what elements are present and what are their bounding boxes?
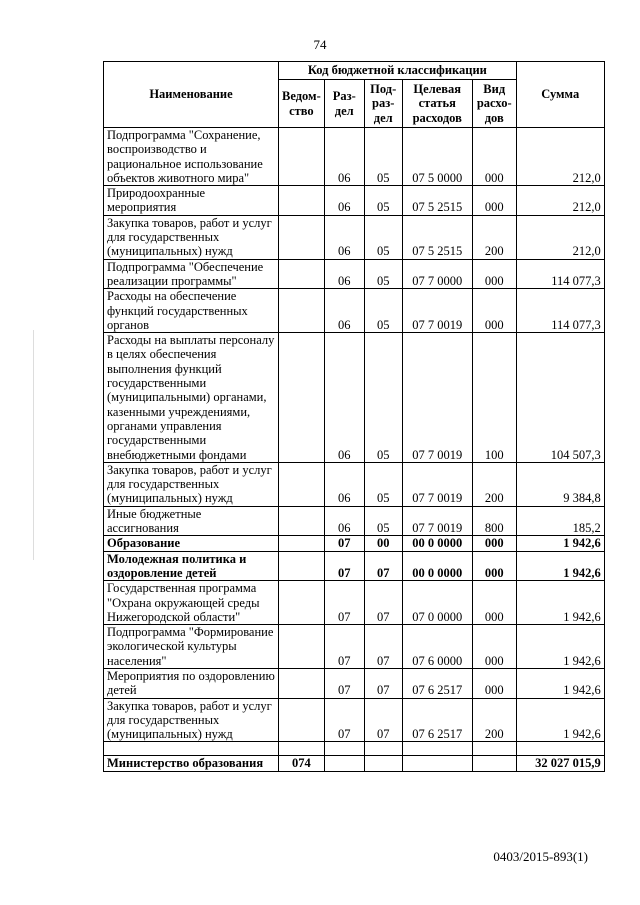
row-vedomstvo [279, 551, 325, 581]
row-razdel: 06 [324, 333, 364, 463]
row-vedomstvo [279, 581, 325, 625]
row-sum: 185,2 [516, 506, 604, 536]
row-vid: 100 [472, 333, 516, 463]
row-name: Расходы на обеспечение функций государственных органов [104, 289, 279, 333]
row-podrazdel: 05 [364, 259, 402, 289]
row-razdel: 07 [324, 551, 364, 581]
row-name: Закупка товаров, работ и услуг для государственных (муниципальных) нужд [104, 215, 279, 259]
row-podrazdel: 07 [364, 698, 402, 742]
row-target: 07 0 0000 [402, 581, 472, 625]
row-vedomstvo [279, 536, 325, 551]
row-razdel: 07 [324, 536, 364, 551]
row-razdel: 06 [324, 186, 364, 216]
row-vid: 200 [472, 698, 516, 742]
table-row [104, 668, 605, 698]
total-name: Министерство образования [104, 756, 279, 771]
row-target: 07 7 0019 [402, 506, 472, 536]
row-vid: 000 [472, 536, 516, 551]
budget-table [103, 61, 605, 772]
table-row [104, 506, 605, 536]
row-razdel: 06 [324, 289, 364, 333]
row-target: 07 7 0000 [402, 259, 472, 289]
header-sum: Сумма [516, 62, 604, 128]
row-target: 07 5 0000 [402, 128, 472, 186]
row-sum: 114 077,3 [516, 259, 604, 289]
row-razdel: 06 [324, 128, 364, 186]
row-podrazdel: 07 [364, 668, 402, 698]
row-vid: 200 [472, 462, 516, 506]
row-name: Государственная программа "Охрана окружающей среды Нижегородской области" [104, 581, 279, 625]
row-sum: 212,0 [516, 215, 604, 259]
row-vedomstvo [279, 128, 325, 186]
row-target: 07 7 0019 [402, 289, 472, 333]
row-name: Закупка товаров, работ и услуг для государственных (муниципальных) нужд [104, 698, 279, 742]
row-razdel: 06 [324, 506, 364, 536]
row-podrazdel: 05 [364, 128, 402, 186]
row-vedomstvo [279, 289, 325, 333]
header-classification: Код бюджетной классификации [279, 62, 517, 80]
row-name: Расходы на выплаты персоналу в целях обеспечения выполнения функций государственными (муниципальными) органами, казенными учреждениями, органами управления государственными внебюджетными фондами [104, 333, 279, 463]
table-row [104, 551, 605, 581]
table-row [104, 581, 605, 625]
scan-margin-line [33, 330, 34, 560]
row-podrazdel: 05 [364, 462, 402, 506]
header-target: Целевая статья расходов [402, 80, 472, 128]
row-sum: 1 942,6 [516, 536, 604, 551]
row-podrazdel: 07 [364, 625, 402, 669]
row-razdel: 06 [324, 215, 364, 259]
row-vid: 000 [472, 289, 516, 333]
row-name: Подпрограмма "Формирование экологической культуры населения" [104, 625, 279, 669]
row-podrazdel: 00 [364, 536, 402, 551]
table-row [104, 536, 605, 551]
row-sum: 114 077,3 [516, 289, 604, 333]
row-sum: 104 507,3 [516, 333, 604, 463]
row-sum: 1 942,6 [516, 625, 604, 669]
table-row [104, 289, 605, 333]
row-target: 07 7 0019 [402, 333, 472, 463]
header-vid: Вид расхо-дов [472, 80, 516, 128]
row-podrazdel: 07 [364, 551, 402, 581]
row-razdel: 07 [324, 668, 364, 698]
row-target: 00 0 0000 [402, 536, 472, 551]
row-target: 07 6 0000 [402, 625, 472, 669]
row-razdel: 06 [324, 259, 364, 289]
table-row [104, 128, 605, 186]
row-name: Молодежная политика и оздоровление детей [104, 551, 279, 581]
row-vid: 000 [472, 186, 516, 216]
row-razdel: 07 [324, 698, 364, 742]
header-name: Наименование [104, 62, 279, 128]
total-sum: 32 027 015,9 [516, 756, 604, 771]
row-vedomstvo [279, 462, 325, 506]
row-name: Природоохранные мероприятия [104, 186, 279, 216]
row-sum: 1 942,6 [516, 698, 604, 742]
row-vid: 000 [472, 625, 516, 669]
row-vedomstvo [279, 186, 325, 216]
row-razdel: 06 [324, 462, 364, 506]
row-sum: 1 942,6 [516, 581, 604, 625]
total-vedomstvo: 074 [279, 756, 325, 771]
row-sum: 1 942,6 [516, 668, 604, 698]
table-row [104, 625, 605, 669]
footer-code: 0403/2015-893(1) [493, 849, 588, 864]
row-vedomstvo [279, 668, 325, 698]
header-vedomstvo: Ведом-ство [279, 80, 325, 128]
row-target: 07 6 2517 [402, 698, 472, 742]
row-vid: 000 [472, 551, 516, 581]
total-row [104, 756, 605, 771]
row-name: Иные бюджетные ассигнования [104, 506, 279, 536]
row-vid: 000 [472, 128, 516, 186]
row-podrazdel: 05 [364, 186, 402, 216]
row-sum: 9 384,8 [516, 462, 604, 506]
table-row [104, 215, 605, 259]
row-vedomstvo [279, 698, 325, 742]
row-razdel: 07 [324, 625, 364, 669]
row-target: 07 7 0019 [402, 462, 472, 506]
table-row [104, 259, 605, 289]
row-target: 00 0 0000 [402, 551, 472, 581]
row-podrazdel: 05 [364, 215, 402, 259]
row-vid: 000 [472, 581, 516, 625]
row-podrazdel: 05 [364, 333, 402, 463]
row-vedomstvo [279, 215, 325, 259]
row-name: Подпрограмма "Обеспечение реализации программы" [104, 259, 279, 289]
table-row [104, 462, 605, 506]
row-name: Подпрограмма "Сохранение, воспроизводство и рациональное использование объектов животного мира" [104, 128, 279, 186]
row-podrazdel: 05 [364, 289, 402, 333]
table-row [104, 333, 605, 463]
page-number: 74 [313, 37, 327, 52]
spacer-row [104, 742, 605, 756]
row-target: 07 6 2517 [402, 668, 472, 698]
row-name: Мероприятия по оздоровлению детей [104, 668, 279, 698]
table-row [104, 186, 605, 216]
row-vedomstvo [279, 625, 325, 669]
row-sum: 1 942,6 [516, 551, 604, 581]
row-vid: 200 [472, 215, 516, 259]
table-row [104, 698, 605, 742]
row-name: Закупка товаров, работ и услуг для государственных (муниципальных) нужд [104, 462, 279, 506]
row-podrazdel: 05 [364, 506, 402, 536]
row-sum: 212,0 [516, 128, 604, 186]
row-target: 07 5 2515 [402, 186, 472, 216]
row-vid: 000 [472, 259, 516, 289]
header-podrazdel: Под-раз-дел [364, 80, 402, 128]
row-podrazdel: 07 [364, 581, 402, 625]
row-vid: 000 [472, 668, 516, 698]
header-razdel: Раз-дел [324, 80, 364, 128]
row-target: 07 5 2515 [402, 215, 472, 259]
row-vid: 800 [472, 506, 516, 536]
row-name: Образование [104, 536, 279, 551]
row-sum: 212,0 [516, 186, 604, 216]
row-vedomstvo [279, 333, 325, 463]
row-razdel: 07 [324, 581, 364, 625]
row-vedomstvo [279, 506, 325, 536]
row-vedomstvo [279, 259, 325, 289]
